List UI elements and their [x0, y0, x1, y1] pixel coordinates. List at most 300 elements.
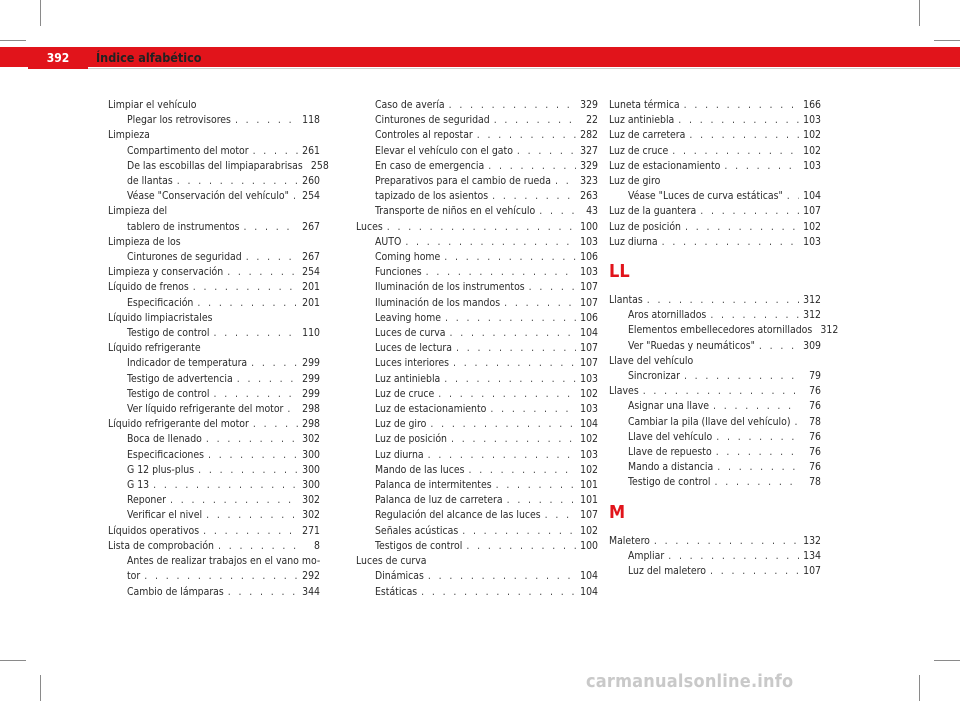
- page-ref: 103: [580, 403, 598, 416]
- index-subentry: [356, 387, 598, 402]
- crop-mark: [40, 675, 41, 701]
- page-ref: 76: [809, 385, 821, 398]
- index-heading: Luz de giro: [609, 175, 661, 188]
- index-subentry: [609, 430, 821, 445]
- crop-mark: [40, 0, 41, 26]
- index-subentry: [356, 432, 598, 447]
- entry-label: Líquido refrigerante del motor: [108, 418, 249, 431]
- page-ref: 329: [580, 99, 598, 111]
- page-ref: 323: [580, 175, 598, 188]
- entry-label: Luces de lectura: [375, 342, 452, 355]
- entry-label: Luz de carretera: [609, 129, 686, 142]
- page-ref: 107: [580, 281, 598, 294]
- dot-leader: [193, 280, 298, 295]
- entry-label: Reponer: [127, 494, 166, 507]
- index-subentry: [108, 159, 329, 174]
- dot-leader: [700, 204, 799, 219]
- index-entry: [609, 534, 821, 549]
- index-subentry: [609, 369, 821, 384]
- index-entry: [609, 128, 821, 143]
- dot-leader: [444, 372, 576, 387]
- index-subentry: [609, 189, 821, 204]
- index-heading: Líquido refrigerante: [108, 342, 201, 355]
- dot-leader: [468, 463, 576, 478]
- entry-label: tablero de instrumentos: [127, 220, 240, 233]
- entry-label: Luneta térmica: [609, 99, 680, 111]
- page-ref: 107: [580, 509, 598, 522]
- entry-label: Luz de cruce: [609, 144, 669, 157]
- entry-label: Ampliar: [628, 549, 665, 562]
- entry-label: Luces: [356, 220, 383, 233]
- dot-leader: [197, 296, 298, 311]
- page-ref: 302: [302, 494, 320, 507]
- index-column-2: [356, 98, 598, 600]
- page-ref: 103: [803, 159, 821, 172]
- page-ref: 104: [580, 327, 598, 340]
- entry-label: Luz antiniebla: [375, 372, 441, 385]
- index-group-ll: [609, 293, 839, 491]
- index-heading: Limpieza de los: [108, 235, 181, 248]
- entry-label: Controles al repostar: [375, 129, 473, 142]
- page-ref: 254: [302, 266, 320, 279]
- page-ref: 103: [580, 372, 598, 385]
- entry-label: Testigo de control: [127, 387, 210, 400]
- page-ref: 298: [302, 418, 320, 431]
- page-ref: 132: [803, 534, 821, 547]
- page-ref: 107: [803, 565, 821, 578]
- dot-leader: [228, 585, 298, 600]
- page-ref: 292: [302, 570, 320, 583]
- dot-leader: [684, 369, 799, 384]
- entry-label: Transporte de niños en el vehículo: [375, 205, 536, 218]
- crop-mark: [919, 0, 920, 26]
- page-ref: 101: [580, 494, 598, 507]
- crop-mark: [919, 675, 920, 701]
- index-subentry: [108, 372, 320, 387]
- page-ref: 302: [302, 433, 320, 446]
- page-ref: 267: [302, 220, 320, 233]
- index-entry: [609, 98, 821, 113]
- dot-leader: [444, 250, 576, 265]
- entry-label: tapizado de los asientos: [375, 190, 489, 203]
- dot-leader: [450, 326, 576, 341]
- dot-leader: [466, 539, 576, 554]
- index-subentry: [356, 265, 598, 280]
- entry-label: Luz de cruce: [375, 387, 435, 400]
- index-subentry: [356, 448, 598, 463]
- entry-label: Palanca de intermitentes: [375, 479, 492, 492]
- dot-leader: [710, 564, 799, 579]
- entry-label: Luz diurna: [375, 448, 424, 461]
- entry-label: Preparativos para el cambio de rueda: [375, 175, 551, 188]
- index-subentry: [609, 339, 821, 354]
- dot-leader: [689, 128, 799, 143]
- crop-mark: [934, 660, 960, 661]
- entry-label: Estáticas: [375, 585, 418, 598]
- dot-leader: [684, 98, 799, 113]
- dot-leader: [153, 478, 298, 493]
- index-subentry: [108, 508, 320, 523]
- entry-label: Limpieza y conservación: [108, 266, 224, 279]
- index-subentry: [108, 326, 320, 341]
- dot-leader: [672, 144, 799, 159]
- index-heading: Limpiar el vehículo: [108, 99, 197, 111]
- index-subentry: [356, 189, 598, 204]
- entry-label: Elevar el vehículo con el gato: [375, 144, 513, 157]
- dot-leader: [668, 549, 799, 564]
- dot-leader: [456, 341, 576, 356]
- page-ref: 104: [803, 190, 821, 203]
- entry-label: Regulación del alcance de las luces: [375, 509, 541, 522]
- dot-leader: [490, 402, 576, 417]
- dot-leader: [654, 534, 799, 549]
- page-ref: 299: [302, 357, 320, 370]
- index-entry: [609, 293, 821, 308]
- index-entry: [108, 265, 320, 280]
- entry-label: Ver "Ruedas y neumáticos": [628, 339, 755, 352]
- entry-label: Luces de curva: [375, 327, 446, 340]
- page-ref: 260: [302, 175, 320, 188]
- entry-label: Iluminación de los mandos: [375, 296, 501, 309]
- dot-leader: [477, 128, 576, 143]
- entry-label: tor: [127, 570, 141, 583]
- entry-label: Luz de estacionamiento: [375, 403, 487, 416]
- entry-label: Cambio de lámparas: [127, 585, 224, 598]
- index-subentry: [108, 493, 320, 508]
- page-ref: 76: [809, 400, 821, 413]
- entry-label: Llave del vehículo: [628, 430, 713, 443]
- entry-label: Caso de avería: [375, 99, 445, 111]
- page-ref: 312: [803, 309, 821, 322]
- page-ref: 107: [580, 357, 598, 370]
- entry-label: Palanca de luz de carretera: [375, 494, 503, 507]
- dot-leader: [496, 478, 576, 493]
- page-ref: 102: [803, 129, 821, 142]
- page-ref: 134: [803, 549, 821, 562]
- dot-leader: [246, 250, 298, 265]
- dot-leader: [494, 113, 576, 128]
- index-column-3: [609, 98, 839, 579]
- page-ref: 329: [580, 159, 598, 172]
- index-subentry: [356, 174, 598, 189]
- index-subentry: [356, 402, 598, 417]
- page-ref: 300: [302, 479, 320, 492]
- index-subentry: [108, 478, 320, 493]
- index-subentry: [108, 296, 320, 311]
- page-ref: 106: [580, 311, 598, 324]
- index-entry: [609, 144, 821, 159]
- page-ref: 76: [809, 430, 821, 443]
- dot-leader: [716, 430, 799, 445]
- index-subentry: [108, 144, 320, 159]
- index-entry: [609, 220, 821, 235]
- page-title: Índice alfabético: [96, 50, 202, 65]
- page-ref: 107: [580, 342, 598, 355]
- dot-leader: [208, 448, 298, 463]
- page-ref: 76: [809, 446, 821, 459]
- dot-leader: [451, 432, 576, 447]
- dot-leader: [253, 144, 298, 159]
- dot-leader: [504, 296, 576, 311]
- index-column-1: [108, 98, 329, 600]
- index-entry: [609, 235, 821, 250]
- index-subentry: [108, 250, 320, 265]
- dot-leader: [462, 524, 576, 539]
- index-subentry: [108, 356, 320, 371]
- entry-label: Testigos de control: [375, 539, 463, 552]
- index-subentry: [356, 463, 598, 478]
- index-group-m: [609, 534, 821, 580]
- index-heading: Limpieza del: [108, 205, 168, 218]
- watermark: carmanualsonline.info: [586, 671, 794, 692]
- page-ref: 267: [302, 251, 320, 264]
- page-ref: 103: [580, 235, 598, 248]
- page-ref: 102: [580, 463, 598, 476]
- page-ref: 282: [580, 129, 598, 142]
- dot-leader: [529, 280, 576, 295]
- dot-leader: [794, 415, 799, 430]
- index-subentry: [108, 585, 320, 600]
- page-ref: 258: [310, 159, 329, 172]
- index-heading: Llave del vehículo: [609, 354, 694, 367]
- index-subentry: [356, 372, 598, 387]
- entry-label: Especificaciones: [127, 448, 204, 461]
- entry-label: Véase "Conservación del vehículo": [127, 190, 289, 203]
- page-ref: 103: [580, 266, 598, 279]
- dot-leader: [492, 189, 576, 204]
- dot-leader: [445, 311, 576, 326]
- dot-leader: [426, 265, 576, 280]
- entry-label: Coming home: [375, 251, 441, 264]
- index-subentry: [356, 113, 598, 128]
- dot-leader: [177, 174, 298, 189]
- dot-leader: [218, 539, 298, 554]
- index-subentry: [609, 415, 821, 430]
- dot-leader: [662, 235, 799, 250]
- dot-leader: [787, 189, 799, 204]
- index-subentry: [609, 445, 821, 460]
- entry-label: Señales acústicas: [375, 524, 459, 537]
- index-subentry: [356, 98, 598, 113]
- entry-label: Funciones: [375, 266, 422, 279]
- entry-label: Líquido de frenos: [108, 281, 189, 294]
- index-subentry: [108, 220, 320, 235]
- entry-label: Lista de comprobación: [108, 539, 214, 552]
- dot-leader: [428, 569, 576, 584]
- dot-leader: [253, 417, 298, 432]
- index-subentry: [356, 280, 598, 295]
- page-ref: 201: [302, 281, 320, 294]
- index-subentry: Antes de realizar trabajos en el vano mo-: [127, 555, 321, 568]
- page-ref: 104: [580, 585, 598, 598]
- index-subentry: [108, 463, 320, 478]
- page-ref: 271: [302, 524, 320, 537]
- header-divider: [88, 68, 960, 69]
- index-subentry: [108, 432, 320, 447]
- dot-leader: [714, 475, 799, 490]
- dot-leader: [213, 326, 298, 341]
- dot-leader: [387, 220, 576, 235]
- entry-label: Plegar los retrovisores: [127, 114, 231, 127]
- index-subentry: [609, 460, 821, 475]
- entry-label: Compartimento del motor: [127, 144, 249, 157]
- dot-leader: [449, 98, 576, 113]
- entry-label: Cinturones de seguridad: [375, 114, 490, 127]
- page-ref: 102: [803, 220, 821, 233]
- page-ref: 102: [580, 387, 598, 400]
- entry-label: Llaves: [609, 385, 639, 398]
- entry-label: Luz de estacionamiento: [609, 159, 721, 172]
- index-subentry: [356, 478, 598, 493]
- entry-label: Líquidos operativos: [108, 524, 200, 537]
- entry-label: Boca de llenado: [127, 433, 202, 446]
- page-ref: 102: [580, 433, 598, 446]
- dot-leader: [237, 372, 298, 387]
- index-subentry: [356, 539, 598, 554]
- entry-label: Iluminación de los instrumentos: [375, 281, 525, 294]
- page-ref: 254: [302, 190, 320, 203]
- entry-label: G 12 plus-plus: [127, 463, 195, 476]
- dot-leader: [647, 293, 799, 308]
- index-entry: [609, 384, 821, 399]
- index-subentry: [609, 323, 839, 338]
- section-letter-ll: LL: [609, 261, 630, 283]
- index-heading: Líquido limpiacristales: [108, 311, 213, 324]
- index-subentry: [356, 204, 598, 219]
- page-ref: 299: [302, 387, 320, 400]
- entry-label: Maletero: [609, 534, 650, 547]
- page-ref: 104: [580, 570, 598, 583]
- dot-leader: [539, 204, 576, 219]
- entry-label: Llave de repuesto: [628, 446, 712, 459]
- page-ref: 263: [580, 190, 598, 203]
- entry-label: Especificación: [127, 296, 194, 309]
- dot-leader: [710, 308, 799, 323]
- index-entry: [108, 417, 320, 432]
- entry-label: G 13: [127, 479, 150, 492]
- page-number: 392: [28, 47, 88, 69]
- index-subentry: [108, 569, 320, 584]
- entry-label: Luz antiniebla: [609, 114, 675, 127]
- crop-mark: [0, 660, 26, 661]
- dot-leader: [213, 387, 298, 402]
- index-subentry: [609, 399, 821, 414]
- dot-leader: [235, 113, 298, 128]
- entry-label: Testigo de control: [628, 476, 711, 489]
- index-entry: [609, 204, 821, 219]
- index-subentry: [356, 144, 598, 159]
- entry-label: De las escobillas del limpiaparabrisas: [127, 159, 303, 172]
- index-subentry: [356, 159, 598, 174]
- index-subentry: [356, 569, 598, 584]
- index-subentry: [609, 564, 821, 579]
- entry-label: Cinturones de seguridad: [127, 251, 242, 264]
- dot-leader: [428, 448, 576, 463]
- section-letter-m: M: [609, 501, 626, 523]
- dot-leader: [678, 113, 799, 128]
- page-ref: 76: [809, 461, 821, 474]
- dot-leader: [438, 387, 576, 402]
- page-ref: 166: [803, 99, 821, 111]
- entry-label: Mando a distancia: [628, 461, 714, 474]
- index-subentry: [356, 326, 598, 341]
- index-subentry: [356, 417, 598, 432]
- entry-label: Asignar una llave: [628, 400, 710, 413]
- index-entry: [108, 539, 320, 554]
- entry-label: Dinámicas: [375, 570, 424, 583]
- entry-label: Luz de posición: [375, 433, 447, 446]
- page-ref: 104: [580, 418, 598, 431]
- page-ref: 78: [809, 415, 821, 428]
- page-ref: 110: [302, 327, 320, 340]
- index-subentry: [356, 128, 598, 143]
- dot-leader: [293, 189, 298, 204]
- page-ref: 8: [314, 539, 320, 552]
- dot-leader: [488, 159, 576, 174]
- index-subentry: [356, 493, 598, 508]
- dot-leader: [759, 339, 799, 354]
- entry-label: Aros atornillados: [628, 309, 707, 322]
- index-subentry: [356, 296, 598, 311]
- dot-leader: [198, 463, 298, 478]
- dot-leader: [244, 220, 299, 235]
- page-ref: 300: [302, 463, 320, 476]
- page-ref: 302: [302, 509, 320, 522]
- page-ref: 309: [803, 339, 821, 352]
- index-entry: [108, 524, 320, 539]
- page-ref: 22: [586, 114, 598, 127]
- entry-label: Testigo de advertencia: [127, 372, 233, 385]
- index-subentry: [356, 250, 598, 265]
- dot-leader: [716, 445, 799, 460]
- entry-label: Elementos embellecedores atornillados: [628, 324, 813, 337]
- dot-leader: [717, 460, 799, 475]
- page-ref: 100: [580, 220, 598, 233]
- crop-mark: [0, 40, 26, 41]
- index-subentry: [108, 402, 320, 417]
- page-ref: 298: [302, 403, 320, 416]
- entry-label: Indicador de temperatura: [127, 357, 248, 370]
- index-subentry: [609, 308, 821, 323]
- page-ref: 101: [580, 479, 598, 492]
- index-subentry: [356, 585, 598, 600]
- dot-leader: [170, 493, 298, 508]
- entry-label: Verificar el nivel: [127, 509, 203, 522]
- index-subentry: [356, 356, 598, 371]
- dot-leader: [405, 235, 576, 250]
- dot-leader: [203, 524, 298, 539]
- entry-label: Luz de giro: [375, 418, 427, 431]
- entry-label: Testigo de control: [127, 327, 210, 340]
- page-ref: 102: [803, 144, 821, 157]
- dot-leader: [453, 356, 576, 371]
- dot-leader: [206, 508, 298, 523]
- index-subentry: [356, 508, 598, 523]
- dot-leader: [507, 493, 576, 508]
- entry-label: En caso de emergencia: [375, 159, 485, 172]
- dot-leader: [555, 174, 576, 189]
- entry-label: Luz diurna: [609, 235, 658, 248]
- entry-label: Llantas: [609, 294, 643, 307]
- entry-label: Cambiar la pila (llave del vehículo): [628, 415, 791, 428]
- dot-leader: [685, 220, 799, 235]
- index-subentry: [609, 549, 821, 564]
- page-ref: 201: [302, 296, 320, 309]
- index-subentry: [108, 174, 320, 189]
- dot-leader: [724, 159, 799, 174]
- dot-leader: [545, 508, 576, 523]
- page-ref: 78: [809, 476, 821, 489]
